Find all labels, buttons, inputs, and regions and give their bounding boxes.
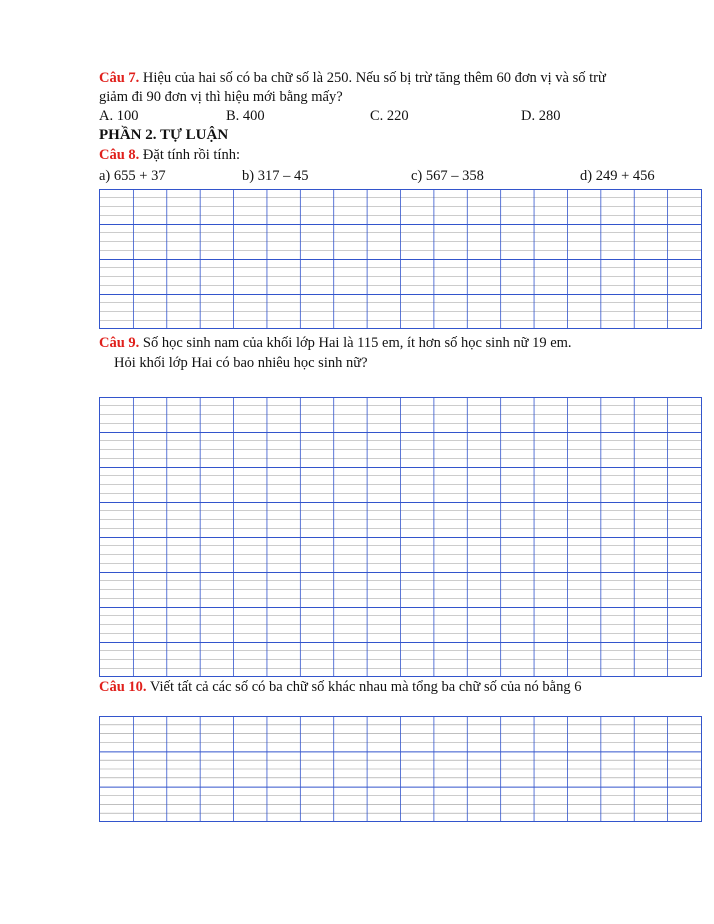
answer-grid-q10[interactable] bbox=[99, 716, 702, 822]
q7-option-d: D. 280 bbox=[521, 108, 561, 124]
q8-label: Câu 8. bbox=[99, 147, 140, 163]
q7-text-line1: Hiệu của hai số có ba chữ số là 250. Nếu số bị trừ tăng thêm 60 đơn vị và số trừ bbox=[139, 70, 606, 86]
q7-option-c: C. 220 bbox=[370, 108, 409, 124]
answer-grid-q8[interactable] bbox=[99, 189, 702, 329]
q8-item-a: a) 655 + 37 bbox=[99, 168, 166, 184]
q9-text-line1: Số học sinh nam của khối lớp Hai là 115 em, ít hơn số học sinh nữ 19 em. bbox=[139, 335, 572, 351]
q7-text-line2: giảm đi 90 đơn vị thì hiệu mới bằng mấy? bbox=[99, 89, 343, 105]
q10-text: Viết tất cả các số có ba chữ số khác nhau mà tổng ba chữ số của nó bằng 6 bbox=[146, 679, 582, 695]
answer-grid-q9[interactable] bbox=[99, 397, 702, 677]
q10-line bbox=[99, 678, 581, 696]
q8-line bbox=[99, 146, 240, 164]
q7-option-a: A. 100 bbox=[99, 108, 139, 124]
q10-label: Câu 10. bbox=[99, 679, 147, 695]
q9-text-line2: Hỏi khối lớp Hai có bao nhiêu học sinh nữ? bbox=[114, 355, 368, 371]
section-title: PHẦN 2. TỰ LUẬN bbox=[99, 127, 229, 143]
q8-item-d: d) 249 + 456 bbox=[580, 168, 655, 184]
q8-text: Đặt tính rồi tính: bbox=[139, 147, 240, 163]
q7-line1 bbox=[99, 69, 606, 87]
q9-line1 bbox=[99, 334, 572, 352]
q8-item-c: c) 567 – 358 bbox=[411, 168, 484, 184]
q7-label: Câu 7. bbox=[99, 70, 140, 86]
q9-label: Câu 9. bbox=[99, 335, 140, 351]
q8-item-b: b) 317 – 45 bbox=[242, 168, 309, 184]
q7-option-b: B. 400 bbox=[226, 108, 265, 124]
